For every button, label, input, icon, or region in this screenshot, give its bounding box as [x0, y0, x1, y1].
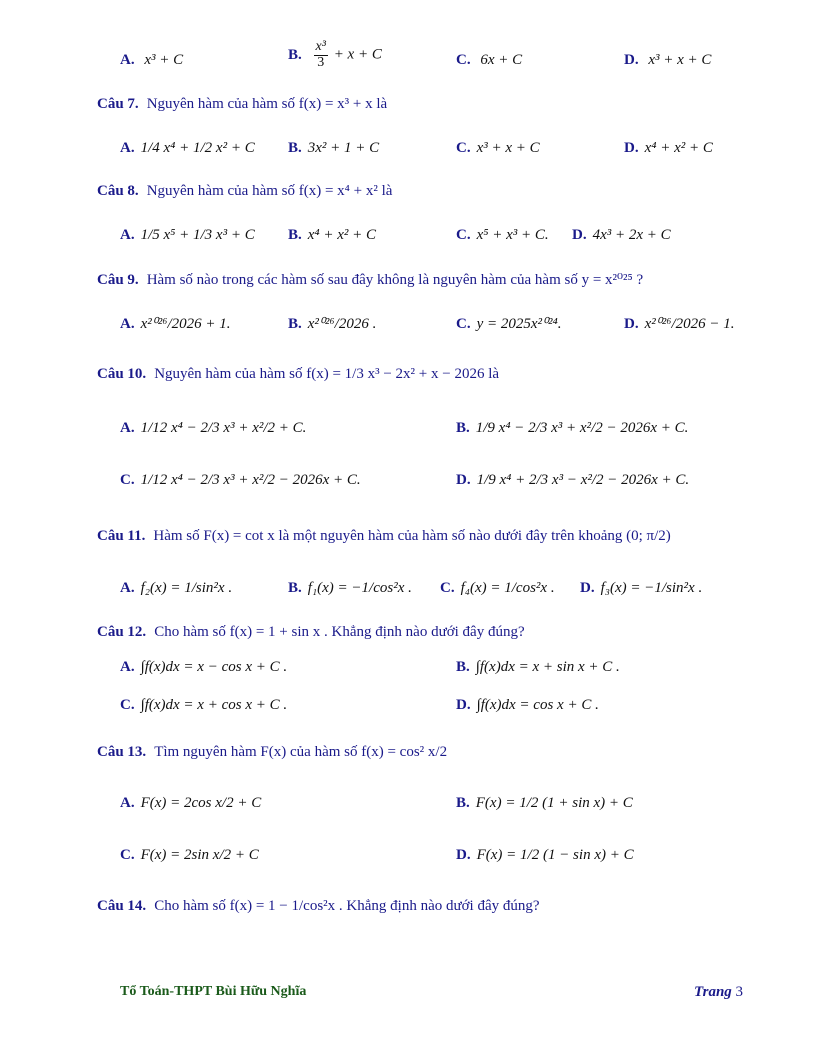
q9-option-c: C. y = 2025x²⁰²⁴.: [456, 316, 562, 332]
q8-option-b: B. x⁴ + x² + C: [288, 227, 377, 243]
q9-option-b: B. x²⁰²⁶/2026 .: [288, 316, 377, 332]
q13-option-d: D. F(x) = 1/2 (1 − sin x) + C: [456, 847, 634, 863]
q9-option-d: D. x²⁰²⁶/2026 − 1.: [624, 316, 735, 332]
q7-option-c: C. x³ + x + C: [456, 140, 540, 156]
q10-option-a: A. 1/12 x⁴ − 2/3 x³ + x²/2 + C.: [120, 420, 307, 436]
question-stem: Tìm nguyên hàm F(x) của hàm số f(x) = cos² x/2: [154, 744, 448, 760]
q11-option-a: A. f₂(x) = 1/sin²x .: [120, 580, 233, 596]
q13-option-b: B. F(x) = 1/2 (1 + sin x) + C: [456, 795, 633, 811]
q13-option-c: C. F(x) = 2sin x/2 + C: [120, 847, 259, 863]
option-letter: D.: [624, 52, 639, 68]
q12-option-b: B. ∫f(x)dx = x + sin x + C .: [456, 659, 620, 675]
question-8: Câu 8. Nguyên hàm của hàm số f(x) = x⁴ + x² là: [97, 183, 393, 199]
question-13: Câu 13. Tìm nguyên hàm F(x) của hàm số f(x) = cos² x/2: [97, 744, 448, 760]
q10-option-b: B. 1/9 x⁴ − 2/3 x³ + x²/2 − 2026x + C.: [456, 420, 689, 436]
question-9: Câu 9. Hàm số nào trong các hàm số sau đây không là nguyên hàm của hàm số y = x²⁰²⁵ ?: [97, 272, 644, 288]
q13-option-a: A. F(x) = 2cos x/2 + C: [120, 795, 262, 811]
q10-option-d: D. 1/9 x⁴ + 2/3 x³ − x²/2 − 2026x + C.: [456, 472, 690, 488]
top-option-d: [624, 52, 711, 69]
q12-option-a: A. ∫f(x)dx = x − cos x + C .: [120, 659, 288, 675]
question-stem: Nguyên hàm của hàm số f(x) = x⁴ + x² là: [146, 183, 393, 199]
q9-option-a: A. x²⁰²⁶/2026 + 1.: [120, 316, 231, 332]
q7-option-d: D. x⁴ + x² + C: [624, 140, 713, 156]
q8-option-c: C. x⁵ + x³ + C.: [456, 227, 549, 243]
q12-option-d: D. ∫f(x)dx = cos x + C .: [456, 697, 599, 713]
q12-option-c: C. ∫f(x)dx = x + cos x + C .: [120, 697, 288, 713]
question-stem: Cho hàm số f(x) = 1 − 1/cos²x . Khẳng định nào dưới đây đúng?: [154, 898, 540, 914]
top-option-c: [456, 52, 522, 69]
q11-option-d: D. f₃(x) = −1/sin²x .: [580, 580, 703, 596]
question-7: Câu 7. Nguyên hàm của hàm số f(x) = x³ + x là: [97, 96, 388, 112]
question-stem: Hàm số nào trong các hàm số sau đây không là nguyên hàm của hàm số y = x²⁰²⁵ ?: [146, 272, 644, 288]
footer-page-number: Trang 3: [694, 984, 744, 1000]
question-stem: Nguyên hàm của hàm số f(x) = 1/3 x³ − 2x² + x − 2026 là: [154, 366, 500, 382]
q10-option-c: C. 1/12 x⁴ − 2/3 x³ + x²/2 − 2026x + C.: [120, 472, 361, 488]
question-10: Câu 10. Nguyên hàm của hàm số f(x) = 1/3 x³ − 2x² + x − 2026 là: [97, 366, 500, 382]
question-stem: Cho hàm số f(x) = 1 + sin x . Khẳng định nào dưới đây đúng?: [154, 624, 525, 640]
question-stem: Hàm số F(x) = cot x là một nguyên hàm của hàm số nào dưới đây trên khoảng (0; π/2): [153, 528, 671, 544]
top-option-b: [288, 40, 382, 70]
top-option-a: [120, 52, 183, 69]
option-letter: C.: [456, 52, 471, 68]
q8-option-a: A. 1/5 x⁵ + 1/3 x³ + C: [120, 227, 255, 243]
question-12: Câu 12. Cho hàm số f(x) = 1 + sin x . Khẳng định nào dưới đây đúng?: [97, 624, 525, 640]
q7-option-b: B. 3x² + 1 + C: [288, 140, 380, 156]
option-expr: x³ + x + C: [648, 52, 712, 68]
footer-school: Tổ Toán-THPT Bùi Hữu Nghĩa: [120, 984, 307, 999]
option-expr: x³ + C: [144, 52, 184, 68]
question-stem: Nguyên hàm của hàm số f(x) = x³ + x là: [146, 96, 388, 112]
q7-option-a: A. 1/4 x⁴ + 1/2 x² + C: [120, 140, 255, 156]
question-11: Câu 11. Hàm số F(x) = cot x là một nguyên hàm của hàm số nào dưới đây trên khoảng (0; π/2): [97, 528, 671, 544]
q8-option-d: D. 4x³ + 2x + C: [572, 227, 671, 243]
q11-option-b: B. f₁(x) = −1/cos²x .: [288, 580, 412, 596]
q11-option-c: C. f₄(x) = 1/cos²x .: [440, 580, 555, 596]
fraction: $\frac{\text{x³}}{3}$: [315, 39, 326, 70]
question-14: Câu 14. Cho hàm số f(x) = 1 − 1/cos²x . Khẳng định nào dưới đây đúng?: [97, 898, 540, 914]
option-letter: B.: [288, 46, 302, 63]
option-expr: + x + C: [333, 46, 382, 63]
option-expr: 6x + C: [480, 52, 523, 68]
option-letter: A.: [120, 52, 135, 68]
